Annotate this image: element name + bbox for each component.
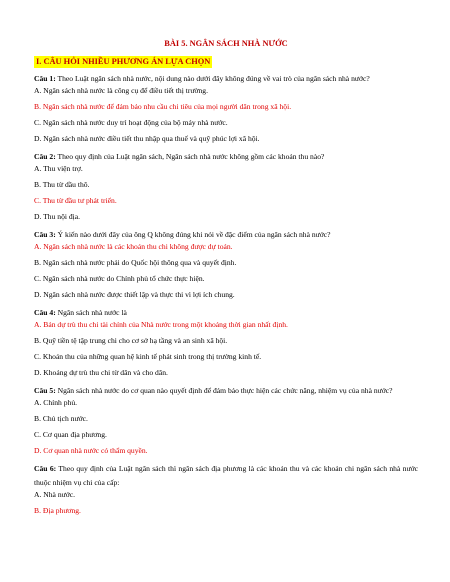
section-heading: I. CÂU HỎI NHIỀU PHƯƠNG ÁN LỰA CHỌN	[36, 57, 211, 66]
question-body: Ngân sách nhà nước do cơ quan nào quyết định để đảm bảo thực hiện các chức năng, nhiệm vụ của nhà nước?	[57, 386, 393, 395]
question-text	[34, 306, 418, 320]
question-block	[34, 150, 418, 222]
question-label: Câu 6:	[34, 464, 57, 473]
question-block	[34, 306, 418, 378]
answer-option: A. Ngân sách nhà nước là công cụ để điều tiết thị trường.	[34, 86, 208, 95]
question-text	[34, 150, 418, 164]
question-block	[34, 72, 418, 144]
question-text	[34, 72, 418, 86]
answer-option: D. Khoảng dự trù thu chi từ dân và cho dân.	[34, 368, 168, 377]
answer-option: C. Khoản thu của những quan hệ kinh tế phát sinh trong thị trường kinh tế.	[34, 352, 262, 361]
question-block	[34, 462, 418, 516]
answer-option-correct: B. Địa phương.	[34, 506, 81, 515]
answer-option: A. Chính phủ.	[34, 398, 78, 407]
answer-option-correct: A. Bản dự trù thu chi tài chính của Nhà nước trong một khoảng thời gian nhất định.	[34, 320, 288, 329]
answer-option: C. Ngân sách nhà nước duy trì hoạt động của bộ máy nhà nước.	[34, 118, 228, 127]
question-block	[34, 384, 418, 456]
question-body: Theo quy định của Luật ngân sách, Ngân sách nhà nước không gồm các khoản thu nào?	[57, 152, 325, 161]
question-body: Theo Luật ngân sách nhà nước, nội dung nào dưới đây không đúng về vai trò của ngân sách nhà nước?	[57, 74, 370, 83]
question-text	[34, 228, 418, 242]
answer-option: D. Ngân sách nhà nước điều tiết thu nhập qua thuế và quỹ phúc lợi xã hội.	[34, 134, 260, 143]
question-label: Câu 2:	[34, 152, 56, 161]
answer-option: B. Ngân sách nhà nước phải do Quốc hội thông qua và quyết định.	[34, 258, 237, 267]
answer-option: B. Thu từ dầu thô.	[34, 180, 90, 189]
answer-option: C. Cơ quan địa phương.	[34, 430, 107, 439]
question-body: Theo quy định của Luật ngân sách thì ngân sách địa phương là các khoản thu và các khoản chi ngân sách nhà nước thuộc nhiệm vụ chi của cấp:	[34, 464, 419, 487]
question-label: Câu 5:	[34, 386, 56, 395]
question-body: Ngân sách nhà nước là	[57, 308, 127, 317]
question-text	[34, 384, 418, 398]
document-title: BÀI 5. NGÂN SÁCH NHÀ NƯỚC	[164, 39, 288, 48]
question-label: Câu 4:	[34, 308, 56, 317]
question-text	[34, 462, 418, 490]
answer-option: B. Chủ tịch nước.	[34, 414, 88, 423]
answer-option-correct: A. Ngân sách nhà nước là các khoản thu chi không được dự toán.	[34, 242, 233, 251]
answer-option: C. Ngân sách nhà nước do Chính phủ tổ chức thực hiện.	[34, 274, 205, 283]
question-body: Ý kiến nào dưới đây của ông Q không đúng khi nói về đặc điểm của ngân sách nhà nước?	[57, 230, 331, 239]
answer-option-correct: C. Thu từ đầu tư phát triển.	[34, 196, 117, 205]
answer-option: D. Ngân sách nhà nước được thiết lập và thực thi vì lợi ích chung.	[34, 290, 235, 299]
answer-option: A. Thu viện trợ.	[34, 164, 83, 173]
answer-option-correct: D. Cơ quan nhà nước có thẩm quyền.	[34, 446, 148, 455]
answer-option-correct: B. Ngân sách nhà nước để đảm bảo nhu cầu chi tiêu của mọi người dân trong xã hội.	[34, 102, 292, 111]
answer-option: B. Quỹ tiền tệ tập trung chi cho cơ sở hạ tầng và an sinh xã hội.	[34, 336, 228, 345]
question-label: Câu 1:	[34, 74, 56, 83]
question-label: Câu 3:	[34, 230, 56, 239]
answer-option: A. Nhà nước.	[34, 490, 76, 499]
question-list	[34, 72, 418, 516]
answer-option: D. Thu nội địa.	[34, 212, 81, 221]
document-page	[34, 38, 418, 522]
question-block	[34, 228, 418, 300]
